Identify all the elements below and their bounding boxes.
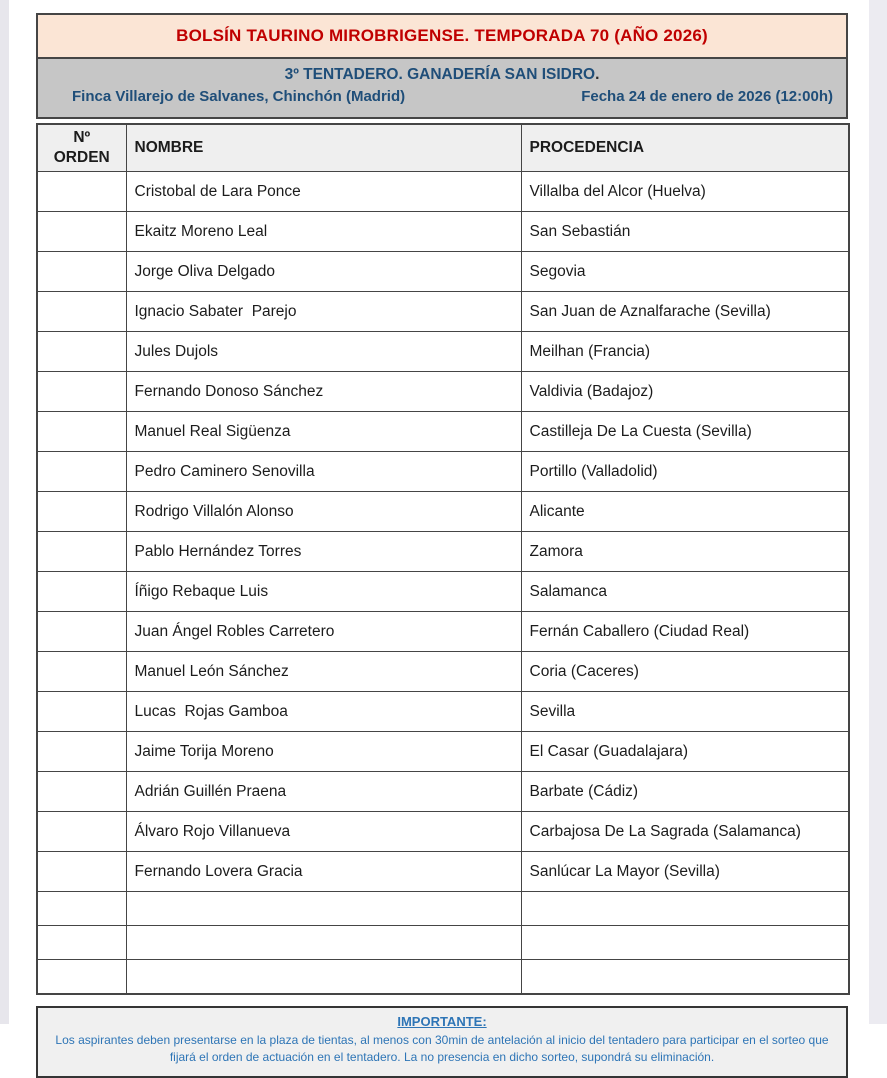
event-title [38, 66, 846, 84]
table-row [37, 412, 849, 452]
origin-cell: Portillo (Valladolid) [521, 452, 849, 492]
order-cell [37, 292, 126, 332]
origin-cell: Segovia [521, 252, 849, 292]
table-row [37, 772, 849, 812]
table-row [37, 732, 849, 772]
event-location: Finca Villarejo de Salvanes, Chinchón (Madrid) [72, 88, 406, 105]
table-row [37, 252, 849, 292]
table-body [37, 172, 849, 995]
origin-cell: El Casar (Guadalajara) [521, 732, 849, 772]
event-date: Fecha 24 de enero de 2026 (12:00h) [581, 88, 833, 105]
origin-cell: Carbajosa De La Sagrada (Salamanca) [521, 812, 849, 852]
table-row [37, 212, 849, 252]
event-title-text: 3º TENTADERO. GANADERÍA SAN ISIDRO [284, 66, 596, 83]
origin-cell: San Juan de Aznalfarache (Sevilla) [521, 292, 849, 332]
origin-cell: Meilhan (Francia) [521, 332, 849, 372]
document-page [36, 13, 848, 1078]
name-cell: Fernando Lovera Gracia [126, 852, 521, 892]
name-cell: Ignacio Sabater Parejo [126, 292, 521, 332]
name-cell: Pablo Hernández Torres [126, 532, 521, 572]
table-row [37, 292, 849, 332]
table-row [37, 692, 849, 732]
order-cell [37, 960, 126, 995]
order-cell [37, 652, 126, 692]
table-row [37, 960, 849, 995]
name-cell: Manuel Real Sigüenza [126, 412, 521, 452]
table-header [37, 124, 849, 172]
name-cell: Jorge Oliva Delgado [126, 252, 521, 292]
event-banner [36, 59, 848, 119]
origin-cell: Zamora [521, 532, 849, 572]
origin-cell: Alicante [521, 492, 849, 532]
order-cell [37, 372, 126, 412]
name-cell [126, 926, 521, 960]
note-title: IMPORTANTE: [397, 1014, 487, 1029]
order-cell [37, 172, 126, 212]
origin-cell: Salamanca [521, 572, 849, 612]
name-cell: Pedro Caminero Senovilla [126, 452, 521, 492]
table-row [37, 926, 849, 960]
order-cell [37, 732, 126, 772]
order-cell [37, 532, 126, 572]
origin-cell [521, 892, 849, 926]
origin-cell: Coria (Caceres) [521, 652, 849, 692]
name-cell: Fernando Donoso Sánchez [126, 372, 521, 412]
origin-cell: Barbate (Cádiz) [521, 772, 849, 812]
table-row [37, 452, 849, 492]
table-row [37, 172, 849, 212]
origin-cell: Valdivia (Badajoz) [521, 372, 849, 412]
title-banner [36, 13, 848, 59]
order-cell [37, 332, 126, 372]
important-note [36, 1006, 848, 1078]
name-cell: Lucas Rojas Gamboa [126, 692, 521, 732]
table-row [37, 612, 849, 652]
name-cell: Manuel León Sánchez [126, 652, 521, 692]
order-cell [37, 892, 126, 926]
page-title: BOLSÍN TAURINO MIROBRIGENSE. TEMPORADA 70 (AÑO 2026) [176, 26, 708, 45]
name-cell: Adrián Guillén Praena [126, 772, 521, 812]
order-cell [37, 492, 126, 532]
origin-cell [521, 926, 849, 960]
order-cell [37, 412, 126, 452]
name-cell: Juan Ángel Robles Carretero [126, 612, 521, 652]
name-cell: Jaime Torija Moreno [126, 732, 521, 772]
order-cell [37, 692, 126, 732]
table-row [37, 332, 849, 372]
order-cell [37, 572, 126, 612]
table-row [37, 372, 849, 412]
origin-cell: Villalba del Alcor (Huelva) [521, 172, 849, 212]
order-column-header [37, 124, 126, 172]
order-cell [37, 252, 126, 292]
order-cell [37, 612, 126, 652]
name-cell [126, 960, 521, 995]
participants-table [36, 123, 850, 995]
origin-cell: San Sebastián [521, 212, 849, 252]
table-row [37, 652, 849, 692]
table-header-row [37, 124, 849, 172]
order-cell [37, 212, 126, 252]
event-meta [38, 88, 846, 105]
name-cell: Rodrigo Villalón Alonso [126, 492, 521, 532]
name-cell: Cristobal de Lara Ponce [126, 172, 521, 212]
origin-cell [521, 960, 849, 995]
table-row [37, 852, 849, 892]
event-title-period: . [595, 66, 600, 83]
origin-cell: Sanlúcar La Mayor (Sevilla) [521, 852, 849, 892]
page-edge-right [869, 0, 887, 1024]
table-row [37, 492, 849, 532]
origin-cell: Sevilla [521, 692, 849, 732]
order-cell [37, 852, 126, 892]
order-cell [37, 812, 126, 852]
page-edge-left [0, 0, 9, 1024]
table-row [37, 532, 849, 572]
order-header-line1: Nº [73, 128, 91, 146]
table-row [37, 892, 849, 926]
name-cell: Íñigo Rebaque Luis [126, 572, 521, 612]
order-cell [37, 926, 126, 960]
origin-cell: Fernán Caballero (Ciudad Real) [521, 612, 849, 652]
table-row [37, 572, 849, 612]
order-cell [37, 452, 126, 492]
table-row [37, 812, 849, 852]
name-column-header: NOMBRE [126, 124, 521, 172]
origin-cell: Castilleja De La Cuesta (Sevilla) [521, 412, 849, 452]
name-cell: Ekaitz Moreno Leal [126, 212, 521, 252]
name-cell: Jules Dujols [126, 332, 521, 372]
name-cell [126, 892, 521, 926]
note-body: Los aspirantes deben presentarse en la plaza de tientas, al menos con 30min de antelación al inicio del tentadero para participar en el sorteo que fijará el orden de actuación en el tentadero. La no presencia en dicho sorteo, supondrá su eliminación. [55, 1033, 829, 1065]
name-cell: Álvaro Rojo Villanueva [126, 812, 521, 852]
order-header-line2: ORDEN [53, 149, 110, 166]
origin-column-header: PROCEDENCIA [521, 124, 849, 172]
order-cell [37, 772, 126, 812]
